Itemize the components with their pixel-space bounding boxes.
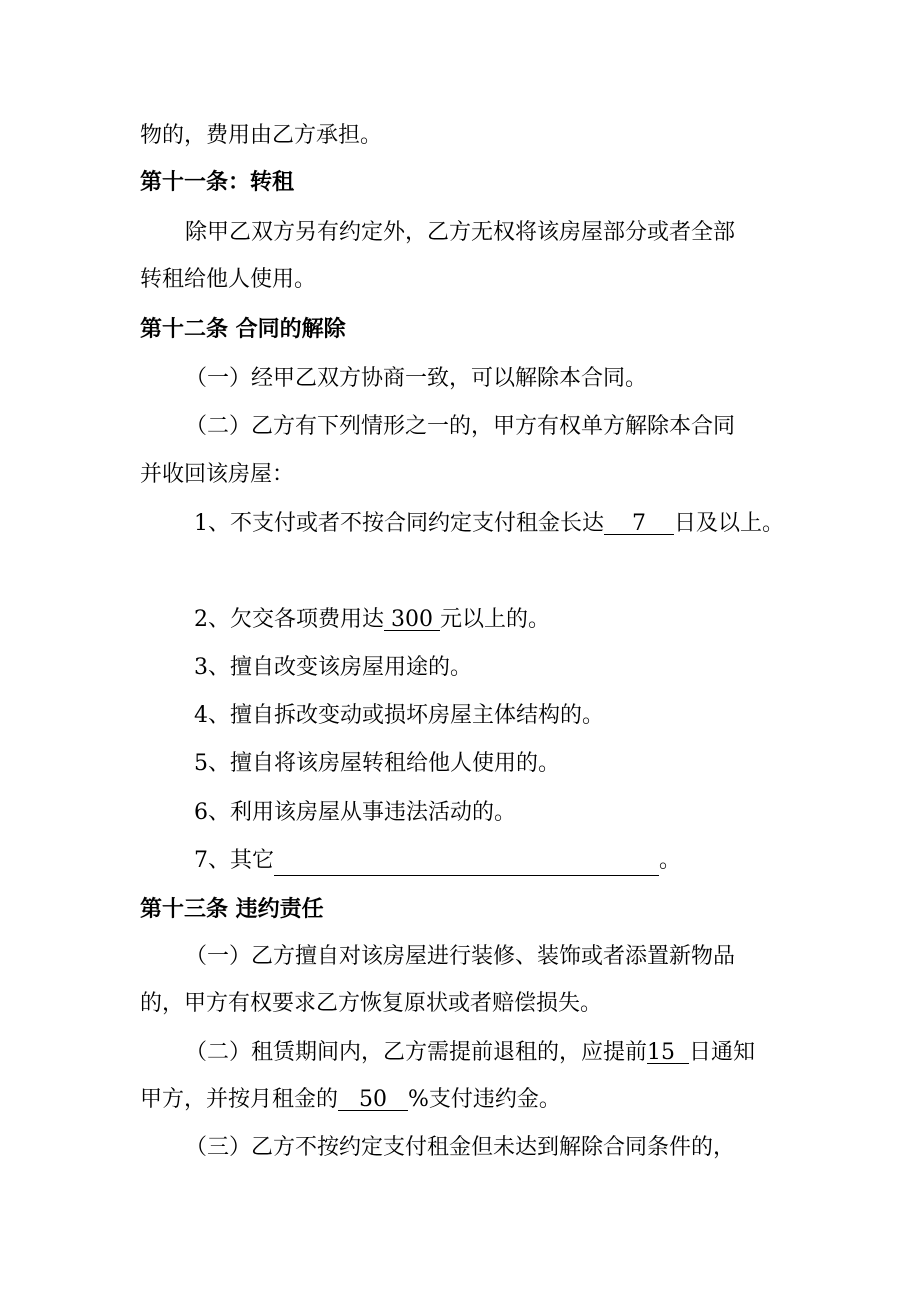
list-item: 5、擅自将该房屋转租给他人使用的。 xyxy=(194,751,560,776)
paragraph-line: 物的，费用由乙方承担。 xyxy=(140,123,383,148)
filled-blank-amount xyxy=(384,607,440,632)
item-text: 日及以上。 xyxy=(673,511,784,536)
list-item: 6、利用该房屋从事违法活动的。 xyxy=(194,800,516,825)
paragraph-line: （三）乙方不按约定支付租金但未达到解除合同条件的， xyxy=(185,1135,736,1160)
paragraph-line: （一）经甲乙双方协商一致，可以解除本合同。 xyxy=(185,366,648,391)
list-item: 4、擅自拆改变动或损坏房屋主体结构的。 xyxy=(194,703,604,728)
paragraph-line: 转租给他人使用。 xyxy=(140,267,317,292)
paragraph-line: 并收回该房屋： xyxy=(140,462,295,487)
list-item: 3、擅自改变该房屋用途的。 xyxy=(194,655,472,680)
blank-line xyxy=(274,851,659,876)
paragraph-line xyxy=(140,1085,561,1115)
item-text: 7、其它 xyxy=(194,848,274,873)
blank-value: 300 xyxy=(391,607,433,632)
item-text: 。 xyxy=(659,848,682,873)
filled-blank-days xyxy=(604,511,674,536)
list-item xyxy=(194,605,550,635)
article-13-heading: 第十三条 违约责任 xyxy=(140,897,324,922)
filled-blank-penalty-percent xyxy=(338,1087,408,1112)
blank-value: 7 xyxy=(631,511,646,536)
item-text: 甲方，并按月租金的 xyxy=(140,1087,339,1112)
paragraph-line: 除甲乙双方另有约定外，乙方无权将该房屋部分或者全部 xyxy=(185,220,736,245)
paragraph-line: 的，甲方有权要求乙方恢复原状或者赔偿损失。 xyxy=(140,991,603,1016)
filled-blank-notice-days xyxy=(647,1040,689,1065)
item-text: 2、欠交各项费用达 xyxy=(194,607,384,632)
paragraph-line xyxy=(185,1038,755,1068)
list-item xyxy=(194,846,681,876)
article-12-heading: 第十二条 合同的解除 xyxy=(140,317,346,342)
list-item xyxy=(194,509,784,539)
item-text: %支付违约金。 xyxy=(407,1087,561,1112)
item-text: （二）租赁期间内，乙方需提前退租的，应提前 xyxy=(185,1040,648,1065)
paragraph-line: （二）乙方有下列情形之一的，甲方有权单方解除本合同 xyxy=(185,414,736,439)
article-11-heading: 第十一条：转租 xyxy=(140,170,295,195)
item-text: 日通知 xyxy=(689,1040,756,1065)
item-text: 元以上的。 xyxy=(440,607,551,632)
blank-value: 50 xyxy=(359,1087,387,1112)
item-text: 1、不支付或者不按合同约定支付租金长达 xyxy=(194,511,604,536)
paragraph-line: （一）乙方擅自对该房屋进行装修、装饰或者添置新物品 xyxy=(185,944,736,969)
blank-value: 15 xyxy=(647,1040,676,1065)
